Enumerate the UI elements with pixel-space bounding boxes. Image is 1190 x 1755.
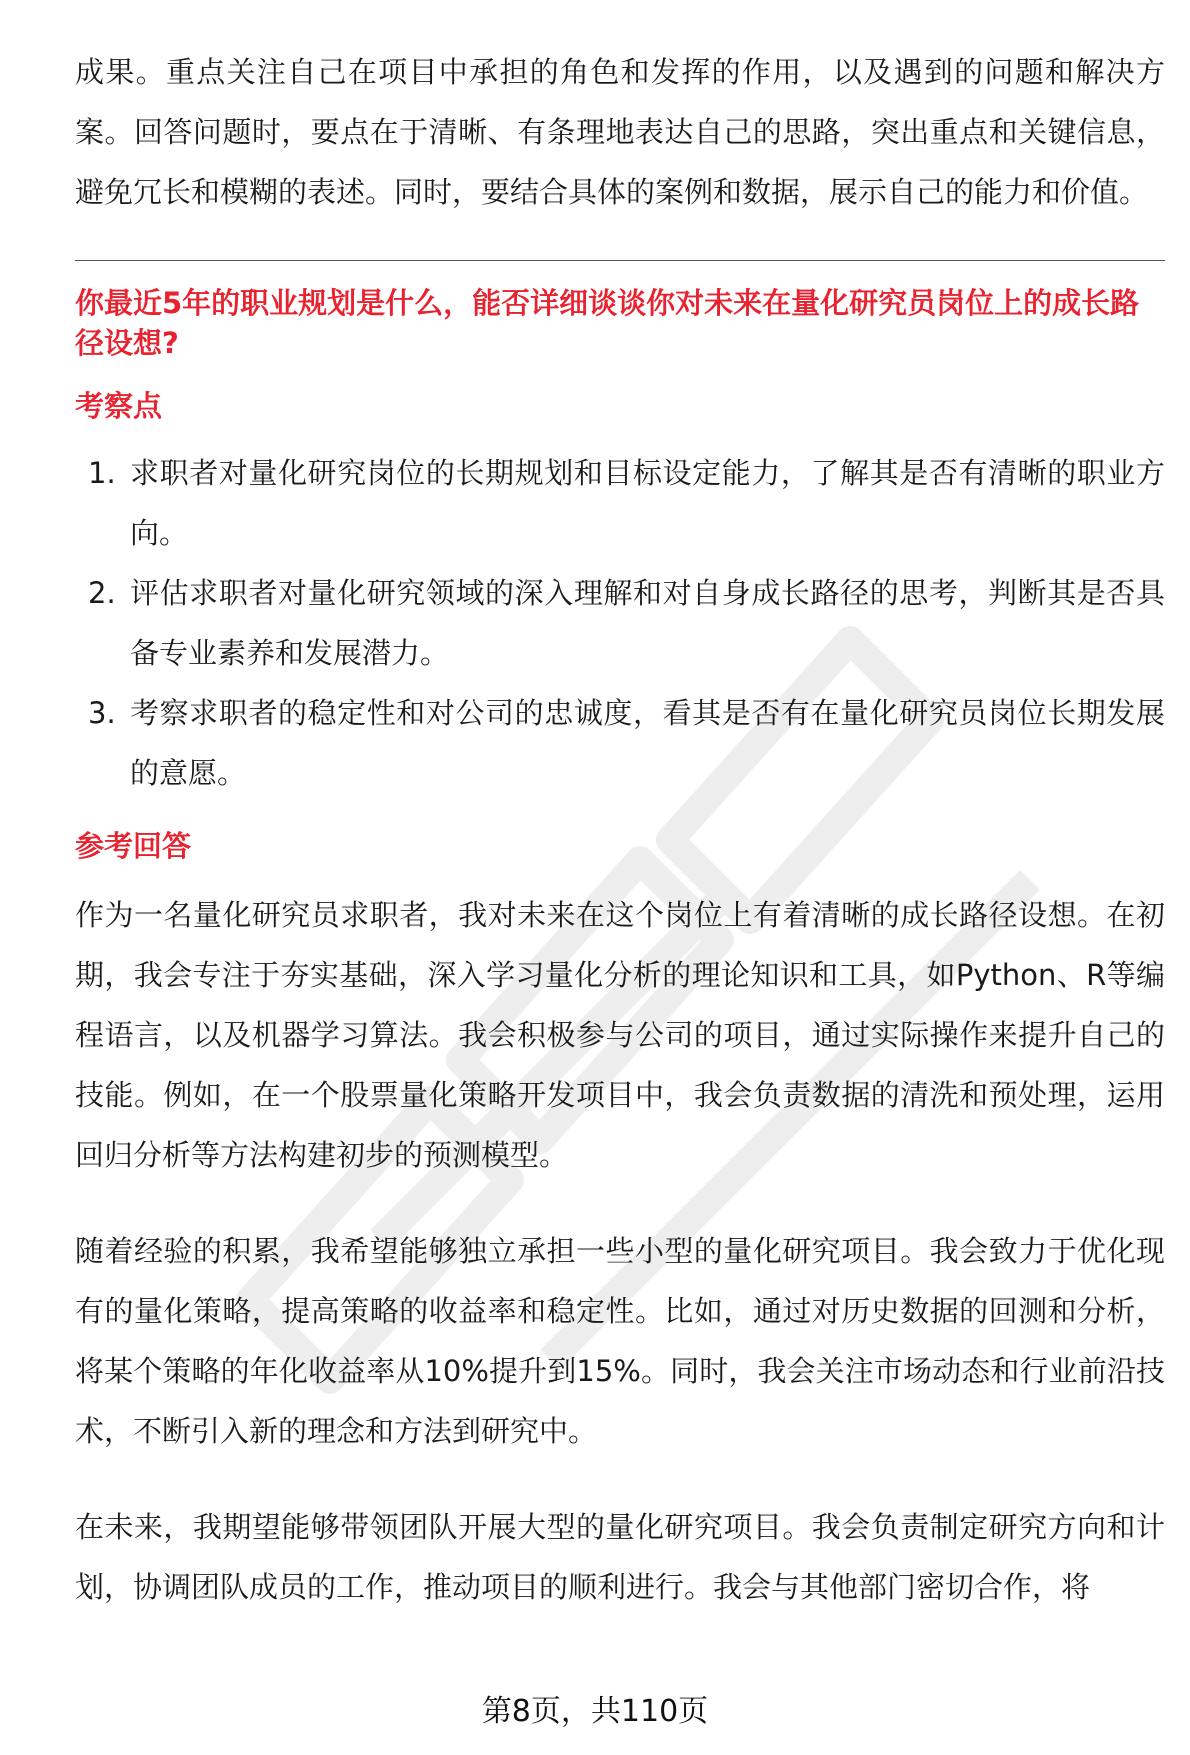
list-item-number: 1. <box>88 456 116 490</box>
list-item <box>75 683 1165 803</box>
examination-points-title: 考察点 <box>75 389 163 423</box>
list-item-number: 2. <box>88 576 116 610</box>
page-number-footer: 第8页，共110页 <box>481 1694 709 1729</box>
question-heading: 你最近5年的职业规划是什么，能否详细谈谈你对未来在量化研究员岗位上的成长路径设想? <box>75 286 1140 360</box>
list-item-text: 评估求职者对量化研究领域的深入理解和对自身成长路径的思考，判断其是否具备专业素养和发展潜力。 <box>130 576 1165 670</box>
list-item <box>75 443 1165 563</box>
list-item-number: 3. <box>88 696 116 730</box>
list-item <box>75 563 1165 683</box>
answer-paragraph: 随着经验的积累，我希望能够独立承担一些小型的量化研究项目。我会致力于优化现有的量化策略，提高策略的收益率和稳定性。比如，通过对历史数据的回测和分析，将某个策略的年化收益率从10%提升到15%。同时，我会关注市场动态和行业前沿技术，不断引入新的理念和方法到研究中。 <box>75 1234 1165 1448</box>
section-divider <box>75 260 1165 261</box>
answer-paragraph: 作为一名量化研究员求职者，我对未来在这个岗位上有着清晰的成长路径设想。在初期，我会专注于夯实基础，深入学习量化分析的理论知识和工具，如Python、R等编程语言，以及机器学习算法。我会积极参与公司的项目，通过实际操作来提升自己的技能。例如，在一个股票量化策略开发项目中，我会负责数据的清洗和预处理，运用回归分析等方法构建初步的预测模型。 <box>75 898 1165 1172</box>
list-item-text: 考察求职者的稳定性和对公司的忠诚度，看其是否有在量化研究员岗位长期发展的意愿。 <box>130 696 1165 790</box>
reference-answer-title: 参考回答 <box>75 829 192 863</box>
list-item-text: 求职者对量化研究岗位的长期规划和目标设定能力，了解其是否有清晰的职业方向。 <box>130 456 1165 550</box>
page-content <box>75 42 1165 1617</box>
answer-paragraph: 在未来，我期望能够带领团队开展大型的量化研究项目。我会负责制定研究方向和计划，协调团队成员的工作，推动项目的顺利进行。我会与其他部门密切合作，将 <box>75 1510 1165 1604</box>
intro-paragraph: 成果。重点关注自己在项目中承担的角色和发挥的作用，以及遇到的问题和解决方案。回答问题时，要点在于清晰、有条理地表达自己的思路，突出重点和关键信息，避免冗长和模糊的表述。同时，要结合具体的案例和数据，展示自己的能力和价值。 <box>75 55 1165 209</box>
examination-points-list <box>75 443 1165 803</box>
